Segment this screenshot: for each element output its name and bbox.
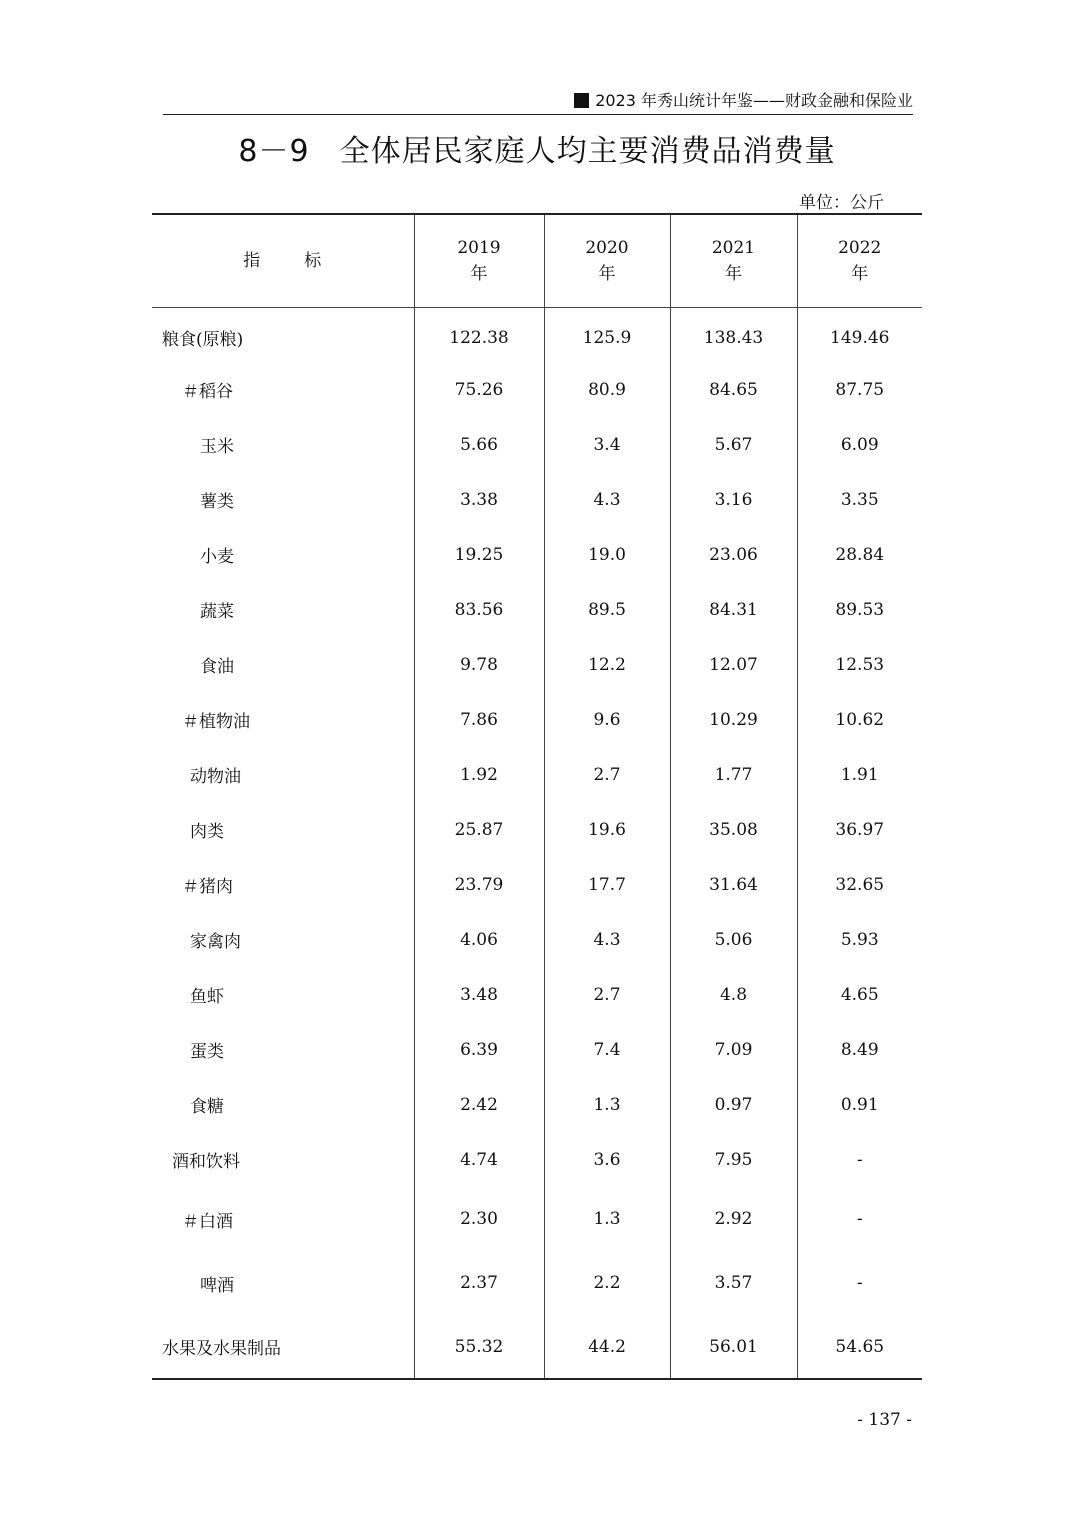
cell-value: 149.46: [797, 307, 922, 362]
cell-value: 5.66: [414, 417, 544, 472]
table-row: [152, 802, 922, 857]
table-row: [152, 362, 922, 417]
cell-value: -: [797, 1251, 922, 1315]
table-title: 全体居民家庭人均主要消费品消费量: [339, 134, 836, 169]
cell-value: 2.42: [414, 1077, 544, 1132]
cell-value: 5.93: [797, 912, 922, 967]
cell-value: 31.64: [670, 857, 797, 912]
cell-value: 1.3: [544, 1077, 670, 1132]
cell-value: 87.75: [797, 362, 922, 417]
cell-value: 3.4: [544, 417, 670, 472]
cell-value: 4.74: [414, 1132, 544, 1187]
table-row: [152, 747, 922, 802]
cell-value: 75.26: [414, 362, 544, 417]
table-row: [152, 1022, 922, 1077]
year-header-2021: 2021 年: [670, 214, 797, 307]
cell-value: 2.7: [544, 747, 670, 802]
table-row: [152, 857, 922, 912]
table-header-row: [152, 214, 922, 307]
table-row: [152, 1187, 922, 1251]
cell-value: 2.30: [414, 1187, 544, 1251]
table-row: [152, 472, 922, 527]
cell-value: 23.06: [670, 527, 797, 582]
cell-value: 0.97: [670, 1077, 797, 1132]
table-row: [152, 1251, 922, 1315]
cell-value: 2.92: [670, 1187, 797, 1251]
cell-value: 12.53: [797, 637, 922, 692]
cell-value: -: [797, 1132, 922, 1187]
cell-value: 122.38: [414, 307, 544, 362]
row-label: 蔬菜: [200, 602, 234, 622]
cell-value: 9.78: [414, 637, 544, 692]
table-number: 8－9: [238, 134, 310, 169]
row-label: 薯类: [200, 492, 234, 512]
page-number: - 137 -: [857, 1410, 912, 1430]
cell-value: 35.08: [670, 802, 797, 857]
cell-value: 12.07: [670, 637, 797, 692]
row-label: 水果及水果制品: [152, 1315, 414, 1379]
cell-value: 1.91: [797, 747, 922, 802]
table-row: [152, 527, 922, 582]
table-row: [152, 1132, 922, 1187]
cell-value: 1.77: [670, 747, 797, 802]
cell-value: 2.2: [544, 1251, 670, 1315]
row-label: ＃稻谷: [182, 382, 233, 402]
cell-value: 4.06: [414, 912, 544, 967]
table-row: [152, 1077, 922, 1132]
cell-value: 80.9: [544, 362, 670, 417]
cell-value: 1.92: [414, 747, 544, 802]
cell-value: 10.29: [670, 692, 797, 747]
cell-value: 4.3: [544, 472, 670, 527]
row-label: 家禽肉: [190, 932, 241, 952]
cell-value: 9.6: [544, 692, 670, 747]
table-row: [152, 582, 922, 637]
row-label: 食油: [200, 657, 234, 677]
cell-value: 3.6: [544, 1132, 670, 1187]
running-header: [163, 88, 913, 115]
cell-value: -: [797, 1187, 922, 1251]
cell-value: 138.43: [670, 307, 797, 362]
row-label: ＃白酒: [182, 1211, 233, 1232]
row-label: ＃猪肉: [182, 877, 233, 897]
row-label: ＃植物油: [182, 712, 250, 732]
cell-value: 19.6: [544, 802, 670, 857]
cell-value: 3.35: [797, 472, 922, 527]
indicator-header: 指标: [152, 214, 414, 307]
cell-value: 28.84: [797, 527, 922, 582]
unit-label: 单位：公斤: [799, 193, 884, 213]
cell-value: 25.87: [414, 802, 544, 857]
table-row: [152, 692, 922, 747]
cell-value: 7.4: [544, 1022, 670, 1077]
cell-value: 23.79: [414, 857, 544, 912]
row-label: 动物油: [190, 767, 241, 787]
cell-value: 3.57: [670, 1251, 797, 1315]
header-text: 2023 年秀山统计年鉴——财政金融和保险业: [595, 91, 913, 110]
row-label: 鱼虾: [190, 987, 224, 1007]
cell-value: 5.06: [670, 912, 797, 967]
cell-value: 83.56: [414, 582, 544, 637]
cell-value: 36.97: [797, 802, 922, 857]
cell-value: 56.01: [670, 1315, 797, 1379]
row-label: 玉米: [200, 437, 234, 457]
cell-value: 5.67: [670, 417, 797, 472]
cell-value: 7.86: [414, 692, 544, 747]
table-row: [152, 307, 922, 362]
cell-value: 84.65: [670, 362, 797, 417]
cell-value: 19.0: [544, 527, 670, 582]
cell-value: 125.9: [544, 307, 670, 362]
cell-value: 4.3: [544, 912, 670, 967]
cell-value: 84.31: [670, 582, 797, 637]
cell-value: 3.48: [414, 967, 544, 1022]
cell-value: 3.38: [414, 472, 544, 527]
square-bullet-icon: [574, 93, 589, 108]
year-header-2020: 2020 年: [544, 214, 670, 307]
row-label: 蛋类: [190, 1042, 224, 1062]
cell-value: 6.09: [797, 417, 922, 472]
table-row: [152, 637, 922, 692]
row-label: 啤酒: [200, 1275, 234, 1296]
row-label: 食糖: [190, 1097, 224, 1117]
cell-value: 89.53: [797, 582, 922, 637]
cell-value: 32.65: [797, 857, 922, 912]
cell-value: 54.65: [797, 1315, 922, 1379]
cell-value: 0.91: [797, 1077, 922, 1132]
table-row: [152, 912, 922, 967]
cell-value: 3.16: [670, 472, 797, 527]
cell-value: 6.39: [414, 1022, 544, 1077]
page-title: [0, 126, 1074, 170]
cell-value: 17.7: [544, 857, 670, 912]
cell-value: 12.2: [544, 637, 670, 692]
table-row: [152, 417, 922, 472]
cell-value: 10.62: [797, 692, 922, 747]
cell-value: 44.2: [544, 1315, 670, 1379]
cell-value: 19.25: [414, 527, 544, 582]
row-label: 肉类: [190, 822, 224, 842]
cell-value: 8.49: [797, 1022, 922, 1077]
consumption-table: [152, 213, 922, 1380]
row-label: 酒和饮料: [172, 1152, 240, 1172]
cell-value: 89.5: [544, 582, 670, 637]
row-label: 粮食(原粮): [162, 330, 244, 351]
cell-value: 2.7: [544, 967, 670, 1022]
year-header-2019: 2019 年: [414, 214, 544, 307]
cell-value: 1.3: [544, 1187, 670, 1251]
cell-value: 4.8: [670, 967, 797, 1022]
cell-value: 4.65: [797, 967, 922, 1022]
cell-value: 2.37: [414, 1251, 544, 1315]
cell-value: 55.32: [414, 1315, 544, 1379]
table-row: [152, 1315, 922, 1379]
cell-value: 7.95: [670, 1132, 797, 1187]
row-label: 小麦: [200, 547, 234, 567]
table-row: [152, 967, 922, 1022]
year-header-2022: 2022 年: [797, 214, 922, 307]
cell-value: 7.09: [670, 1022, 797, 1077]
